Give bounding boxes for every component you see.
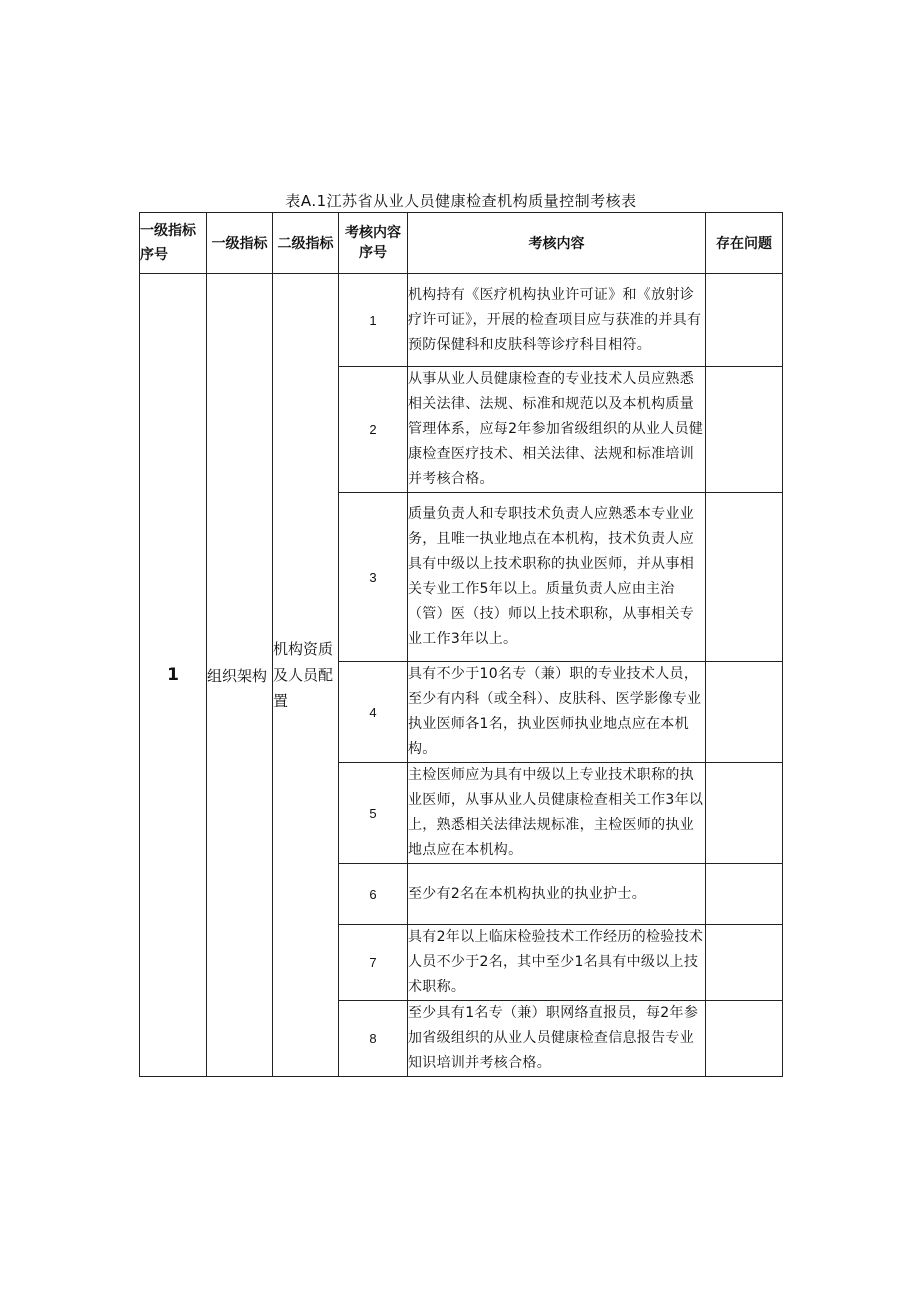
item-no-cell: 6 — [339, 864, 408, 925]
issue-cell[interactable] — [706, 367, 783, 493]
item-no-cell: 3 — [339, 493, 408, 662]
item-no-cell: 8 — [339, 1001, 408, 1077]
level1-no-cell: 1 — [140, 274, 207, 1077]
issue-cell[interactable] — [706, 925, 783, 1001]
header-level2: 二级指标 — [273, 213, 339, 274]
header-content: 考核内容 — [408, 213, 706, 274]
issue-cell[interactable] — [706, 864, 783, 925]
item-no-cell: 1 — [339, 274, 408, 367]
content-cell: 至少具有1名专（兼）职网络直报员，每2年参加省级组织的从业人员健康检查信息报告专业知识培训并考核合格。 — [408, 1001, 706, 1077]
issue-cell[interactable] — [706, 662, 783, 763]
content-cell: 至少有2名在本机构执业的执业护士。 — [408, 864, 706, 925]
content-cell: 机构持有《医疗机构执业许可证》和《放射诊疗许可证》，开展的检查项目应与获准的并具有预防保健科和皮肤科等诊疗科目相符。 — [408, 274, 706, 367]
issue-cell[interactable] — [706, 1001, 783, 1077]
level2-cell: 机构资质及人员配置 — [273, 274, 339, 1077]
content-cell: 主检医师应为具有中级以上专业技术职称的执业医师，从事从业人员健康检查相关工作3年以上，熟悉相关法律法规标准，主检医师的执业地点应在本机构。 — [408, 763, 706, 864]
item-no-cell: 4 — [339, 662, 408, 763]
header-item-no: 考核内容序号 — [339, 213, 408, 274]
issue-cell[interactable] — [706, 274, 783, 367]
content-cell: 质量负责人和专职技术负责人应熟悉本专业业务，且唯一执业地点在本机构，技术负责人应具有中级以上技术职称的执业医师，并从事相关专业工作5年以上。质量负责人应由主治（管）医（技）师以上技术职称，从事相关专业工作3年以上。 — [408, 493, 706, 662]
table-caption: 表A.1江苏省从业人员健康检查机构质量控制考核表 — [285, 192, 637, 210]
item-no-cell: 7 — [339, 925, 408, 1001]
header-issues: 存在问题 — [706, 213, 783, 274]
header-level1-no: 一级指标序号 — [140, 213, 207, 274]
assessment-table — [139, 212, 783, 1077]
item-no-cell: 5 — [339, 763, 408, 864]
table-row — [140, 274, 783, 367]
content-cell: 具有2年以上临床检验技术工作经历的检验技术人员不少于2名，其中至少1名具有中级以上技术职称。 — [408, 925, 706, 1001]
content-cell: 从事从业人员健康检查的专业技术人员应熟悉相关法律、法规、标准和规范以及本机构质量管理体系，应每2年参加省级组织的从业人员健康检查医疗技术、相关法律、法规和标准培训并考核合格。 — [408, 367, 706, 493]
item-no-cell: 2 — [339, 367, 408, 493]
header-level1: 一级指标 — [207, 213, 273, 274]
level1-cell: 组织架构 — [207, 274, 273, 1077]
content-cell: 具有不少于10名专（兼）职的专业技术人员，至少有内科（或全科）、皮肤科、医学影像专业执业医师各1名，执业医师执业地点应在本机构。 — [408, 662, 706, 763]
issue-cell[interactable] — [706, 493, 783, 662]
table-header-row — [140, 213, 783, 274]
issue-cell[interactable] — [706, 763, 783, 864]
